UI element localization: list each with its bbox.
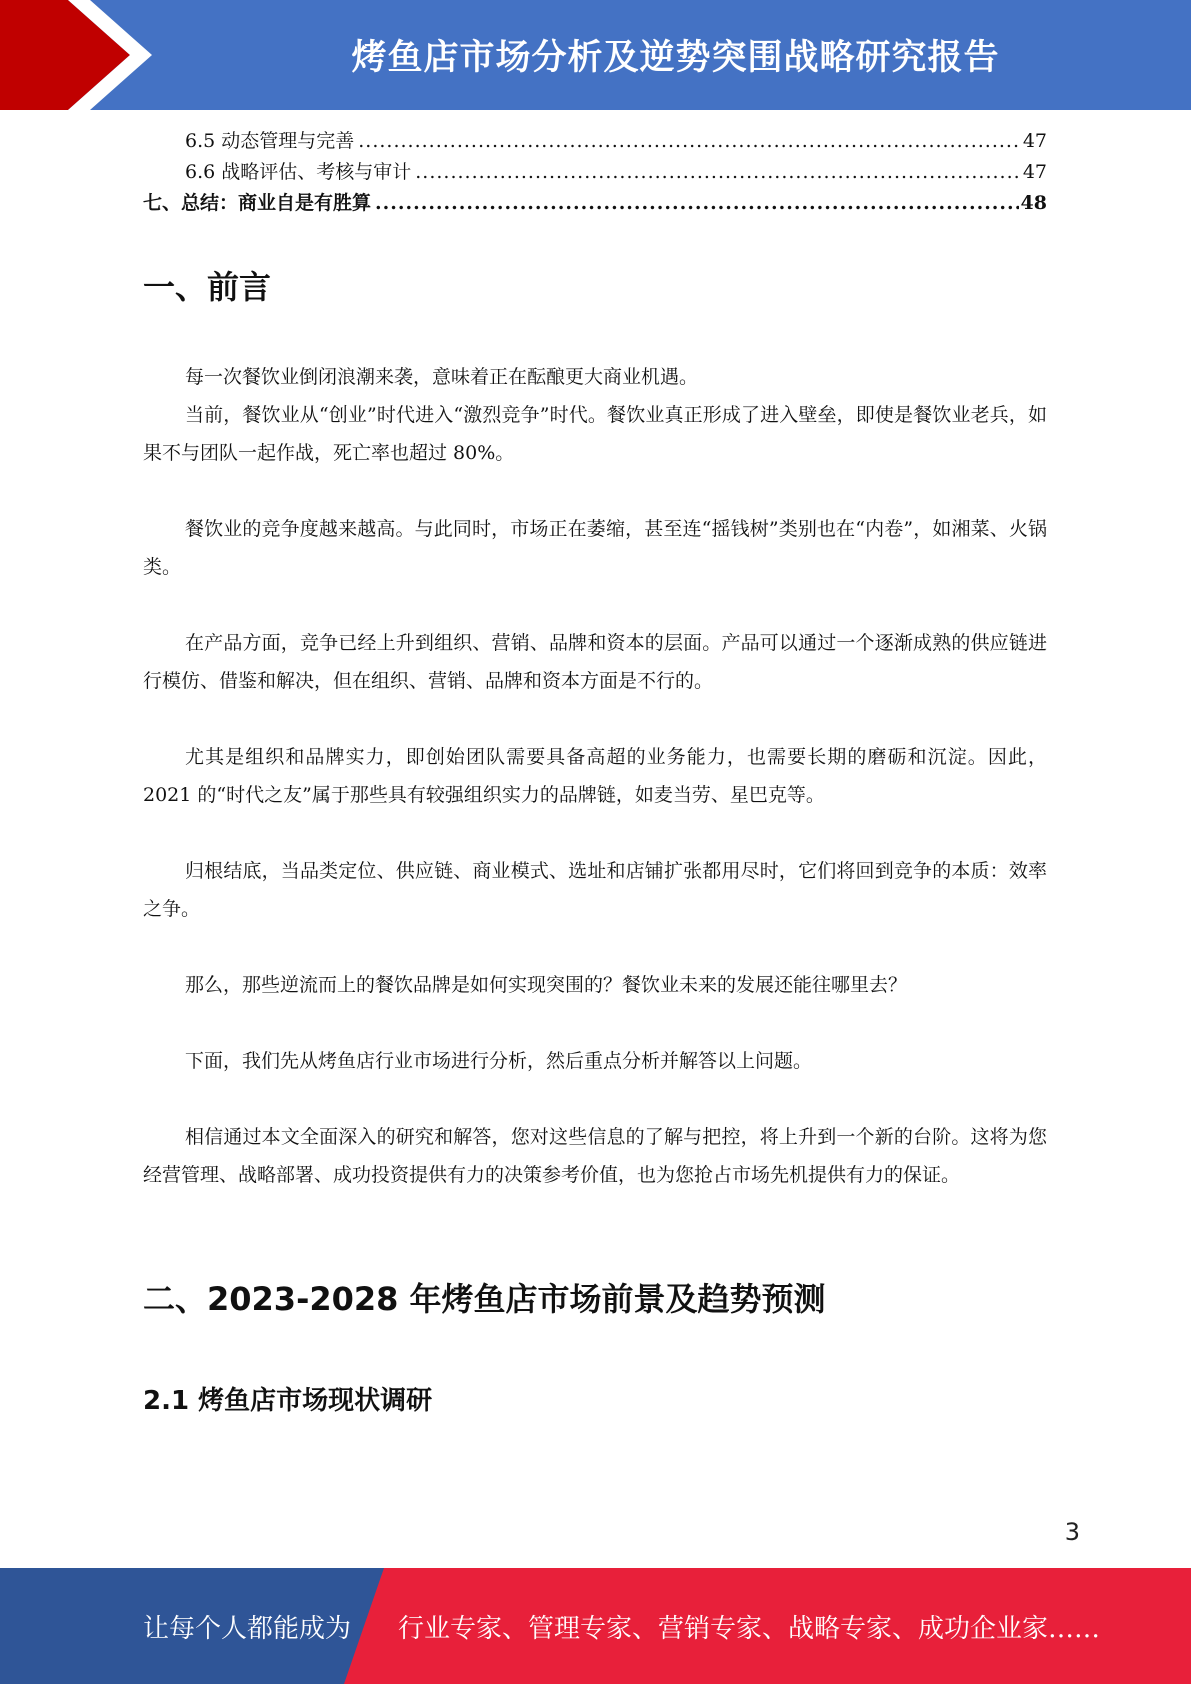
toc-entry-page: 48 bbox=[1020, 192, 1047, 214]
paragraph: 尤其是组织和品牌实力，即创始团队需要具备高超的业务能力，也需要长期的磨砺和沉淀。因此，2021 的“时代之友”属于那些具有较强组织实力的品牌链，如麦当劳、星巴克等。 bbox=[143, 746, 1047, 806]
paragraph: 每一次餐饮业倒闭浪潮来袭，意味着正在酝酿更大商业机遇。 bbox=[185, 366, 699, 388]
page-header bbox=[0, 0, 1191, 110]
toc-entry[interactable] bbox=[143, 188, 1047, 219]
toc-entry-page: 47 bbox=[1022, 130, 1047, 152]
section-heading: 二、2023-2028 年烤鱼店市场前景及趋势预测 bbox=[143, 1280, 826, 1318]
toc-entry[interactable] bbox=[143, 157, 1047, 188]
toc-entry-title: 6.5 动态管理与完善 bbox=[185, 130, 355, 152]
paragraph: 下面，我们先从烤鱼店行业市场进行分析，然后重点分析并解答以上问题。 bbox=[185, 1050, 813, 1072]
toc-entry-page: 47 bbox=[1022, 161, 1047, 183]
page-content bbox=[143, 126, 1047, 1416]
toc-entry[interactable] bbox=[143, 126, 1047, 157]
toc-entry-title: 七、总结：商业自是有胜算 bbox=[143, 192, 372, 214]
toc-entry-title: 6.6 战略评估、考核与审计 bbox=[185, 161, 412, 183]
report-title: 烤鱼店市场分析及逆势突围战略研究报告 bbox=[351, 38, 1000, 78]
paragraph: 相信通过本文全面深入的研究和解答，您对这些信息的了解与把控，将上升到一个新的台阶。这将为您经营管理、战略部署、成功投资提供有力的决策参考价值，也为您抢占市场先机提供有力的保证。 bbox=[143, 1126, 1047, 1186]
footer-slogan-left: 让每个人都能成为 bbox=[143, 1613, 352, 1644]
paragraph: 在产品方面，竞争已经上升到组织、营销、品牌和资本的层面。产品可以通过一个逐渐成熟的供应链进行模仿、借鉴和解决，但在组织、营销、品牌和资本方面是不行的。 bbox=[143, 632, 1047, 692]
toc-leader-dots bbox=[358, 126, 1021, 157]
section-heading: 一、前言 bbox=[143, 268, 272, 306]
toc-leader-dots bbox=[375, 188, 1019, 219]
subsection-heading: 2.1 烤鱼店市场现状调研 bbox=[143, 1386, 433, 1416]
footer-slogan-right: 行业专家、管理专家、营销专家、战略专家、成功企业家…… bbox=[398, 1613, 1101, 1644]
paragraph: 餐饮业的竞争度越来越高。与此同时，市场正在萎缩，甚至连“摇钱树”类别也在“内卷”，如湘菜、火锅类。 bbox=[143, 518, 1047, 578]
table-of-contents bbox=[143, 126, 1047, 219]
paragraph: 那么，那些逆流而上的餐饮品牌是如何实现突围的？餐饮业未来的发展还能往哪里去？ bbox=[185, 974, 908, 996]
page-number: 3 bbox=[1064, 1518, 1080, 1546]
paragraph: 归根结底，当品类定位、供应链、商业模式、选址和店铺扩张都用尽时，它们将回到竞争的本质：效率之争。 bbox=[143, 860, 1047, 920]
page-footer bbox=[0, 1568, 1191, 1684]
paragraph: 当前，餐饮业从“创业”时代进入“激烈竞争”时代。餐饮业真正形成了进入壁垒，即使是餐饮业老兵，如果不与团队一起作战，死亡率也超过 80%。 bbox=[143, 404, 1047, 464]
toc-leader-dots bbox=[415, 157, 1021, 188]
